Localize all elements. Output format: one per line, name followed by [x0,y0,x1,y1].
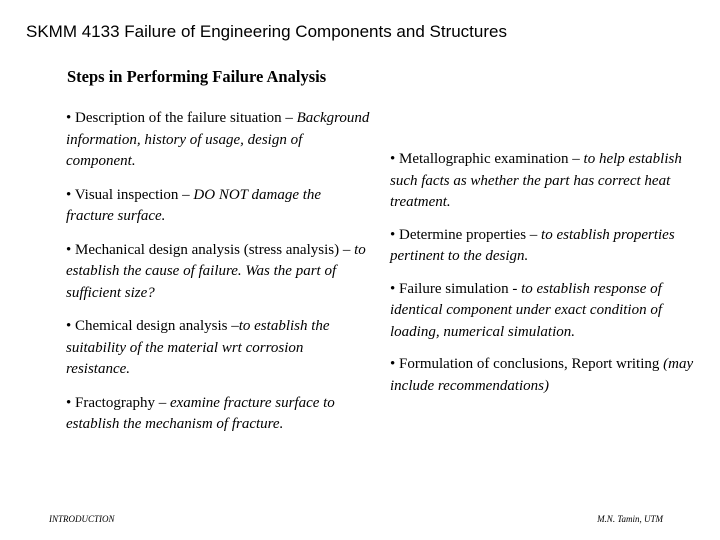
list-item [66,108,371,173]
list-item [66,316,371,381]
item-detail: to establish the suitability of the material wrt corrosion resistance. [66,318,330,377]
item-lead: • Description of the failure situation – [66,110,293,126]
list-item [390,149,695,214]
left-column [66,108,371,448]
item-detail: to establish properties pertinent to the design. [390,226,675,264]
item-lead: • Determine properties – [390,226,538,243]
item-lead: • Chemical design analysis – [66,318,239,334]
item-detail: DO NOT damage the fracture surface. [66,186,322,224]
list-item [66,185,371,228]
list-item [390,354,695,397]
item-detail: to establish response of identical component under exact condition of loading, numerical simulation. [390,280,663,340]
footer-section-label: INTRODUCTION [49,514,115,524]
footer-author: M.N. Tamin, UTM [597,514,663,524]
item-lead: • Mechanical design analysis (stress analysis) – [66,241,351,258]
item-lead: • Formulation of conclusions, Report writing [390,356,660,372]
item-detail: to help establish such facts as whether the part has correct heat treatment. [390,151,682,210]
item-detail: examine fracture surface to establish the mechanism of fracture. [66,394,335,432]
item-lead: • Visual inspection – [66,186,190,203]
list-item [66,240,371,305]
slide-heading: Steps in Performing Failure Analysis [67,67,327,86]
item-lead: • Failure simulation - [390,280,518,297]
list-item [390,279,695,344]
item-lead: • Metallographic examination – [390,151,580,167]
list-item [66,393,371,436]
item-detail: (may include recommendations) [390,356,694,394]
list-item [390,225,695,268]
item-lead: • Fractography – [66,394,167,411]
item-detail: to establish the cause of failure. Was the part of sufficient size? [66,241,366,301]
course-title: SKMM 4133 Failure of Engineering Components and Structures [26,22,507,41]
right-column [390,149,695,408]
item-detail: Background information, history of usage, design of component. [66,110,370,169]
